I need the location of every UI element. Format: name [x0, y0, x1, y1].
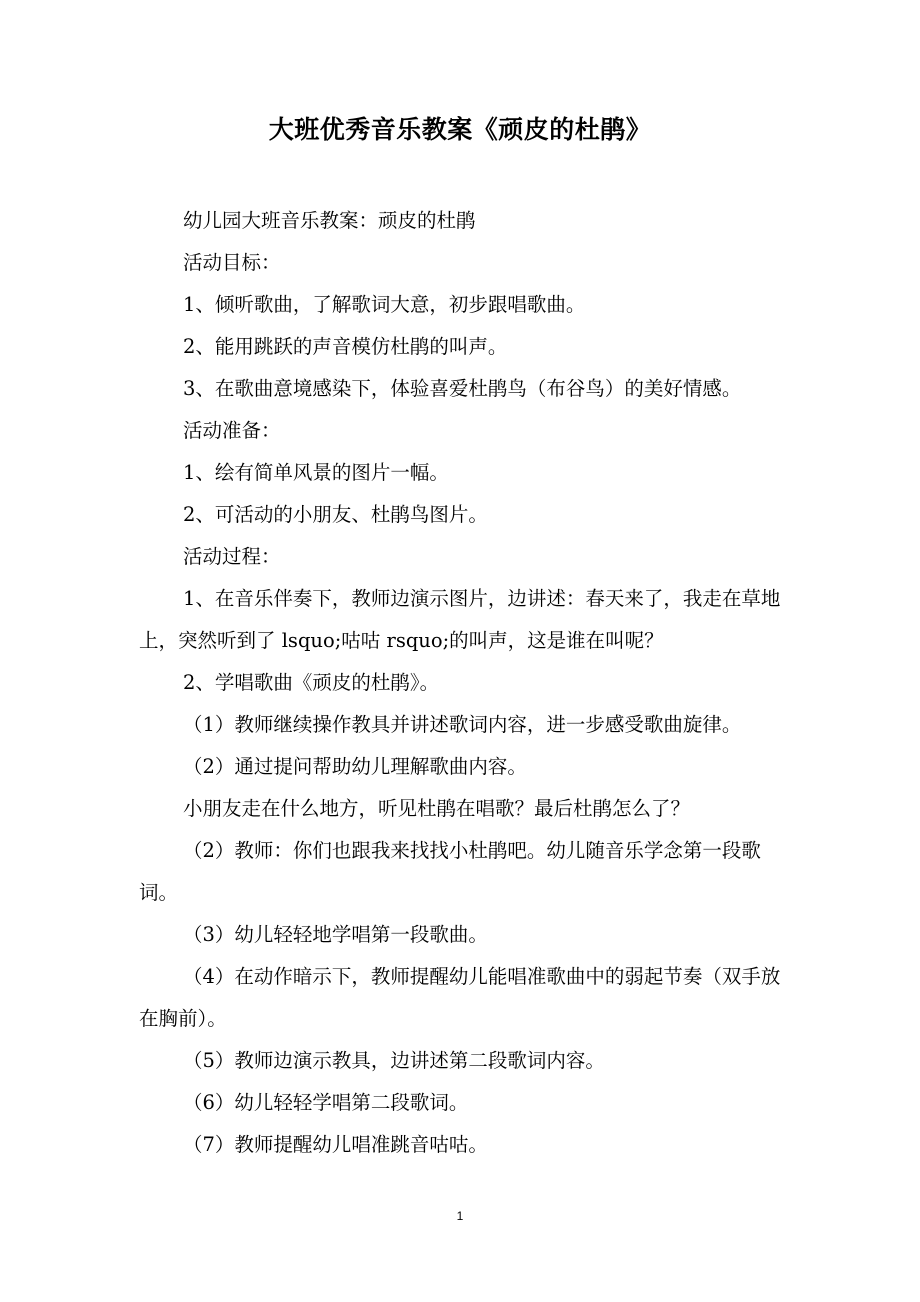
paragraph: （2）通过提问帮助幼儿理解歌曲内容。	[183, 755, 527, 778]
document-title: 大班优秀音乐教案《顽皮的杜鹃》	[268, 115, 652, 144]
paragraph: 幼儿园大班音乐教案：顽皮的杜鹃	[183, 209, 476, 232]
paragraph: 2、学唱歌曲《顽皮的杜鹃》。	[183, 671, 440, 694]
paragraph: （3）幼儿轻轻地学唱第一段歌曲。	[183, 923, 488, 946]
paragraph: 活动过程：	[183, 545, 281, 568]
page-number: 1	[456, 1209, 464, 1223]
paragraph: （6）幼儿轻轻学唱第二段歌词。	[183, 1091, 469, 1114]
paragraph: 1、绘有简单风景的图片一幅。	[183, 461, 449, 484]
paragraph: 2、能用跳跃的声音模仿杜鹃的叫声。	[183, 335, 508, 358]
paragraph: （2）教师：你们也跟我来找找小杜鹃吧。幼儿随音乐学念第一段歌词。	[139, 839, 761, 904]
paragraph: 活动准备：	[183, 419, 281, 442]
paragraph: 活动目标：	[183, 251, 281, 274]
paragraph: 小朋友走在什么地方，听见杜鹃在唱歌？最后杜鹃怎么了？	[183, 797, 691, 820]
paragraph: 1、倾听歌曲，了解歌词大意，初步跟唱歌曲。	[183, 293, 586, 316]
document-body	[139, 200, 784, 1166]
paragraph: （4）在动作暗示下，教师提醒幼儿能唱准歌曲中的弱起节奏（双手放在胸前）。	[139, 965, 781, 1030]
paragraph: （7）教师提醒幼儿唱准跳音咕咕。	[183, 1133, 488, 1156]
paragraph: 2、可活动的小朋友、杜鹃鸟图片。	[183, 503, 488, 526]
paragraph: 1、在音乐伴奏下，教师边演示图片，边讲述：春天来了，我走在草地上，突然听到了 lsquo;咕咕 rsquo;的叫声，这是谁在叫呢？	[139, 587, 781, 652]
paragraph: （5）教师边演示教具，边讲述第二段歌词内容。	[183, 1049, 605, 1072]
paragraph: （1）教师继续操作教具并讲述歌词内容，进一步感受歌曲旋律。	[183, 713, 742, 736]
paragraph: 3、在歌曲意境感染下，体验喜爱杜鹃鸟（布谷鸟）的美好情感。	[183, 377, 742, 400]
